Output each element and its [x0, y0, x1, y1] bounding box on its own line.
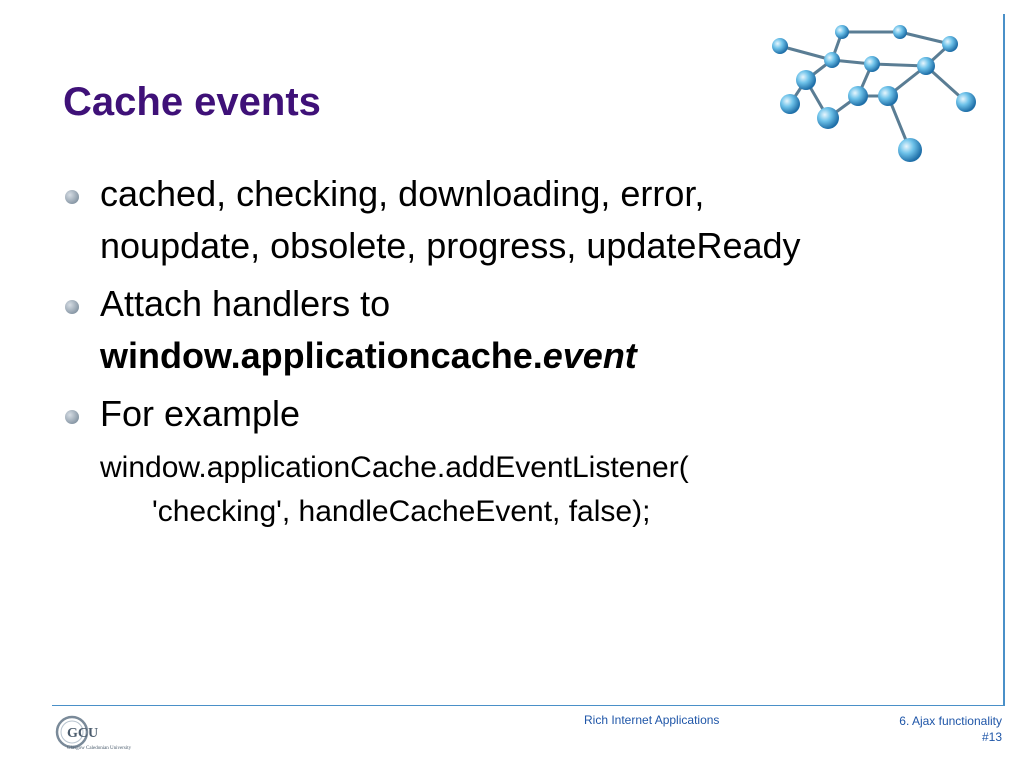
molecule-network-icon	[760, 14, 990, 174]
bullet-text-line: Attach handlers to	[100, 283, 391, 324]
code-reference-event: event	[542, 335, 637, 376]
bullet-dot-icon	[65, 300, 79, 314]
code-line: window.applicationCache.addEventListener(	[100, 451, 689, 484]
footer-divider-line	[52, 705, 1005, 706]
code-example	[62, 446, 942, 534]
logo-subtext: Glasgow Caledonian University	[67, 746, 132, 751]
bullet-item	[62, 168, 942, 272]
footer-section	[899, 713, 1002, 745]
footer-course: Rich Internet Applications	[584, 713, 720, 727]
logo-text: GCU	[67, 726, 99, 741]
code-reference-bold: window.applicationcache.	[100, 335, 543, 376]
bullet-dot-icon	[65, 190, 79, 204]
footer-section-title: 6. Ajax functionality	[899, 714, 1002, 728]
code-line: 'checking', handleCacheEvent, false);	[152, 495, 651, 528]
bullet-item	[62, 388, 942, 440]
bullet-text-line: For example	[100, 393, 301, 434]
bullet-code-reference	[100, 330, 942, 382]
slide-number: #13	[981, 730, 1002, 744]
right-accent-line	[1003, 14, 1005, 706]
bullet-text-line: cached, checking, downloading, error,	[100, 173, 705, 214]
slide-title: Cache events	[63, 80, 321, 124]
bullet-text-line: noupdate, obsolete, progress, updateReady	[100, 225, 801, 266]
bullet-dot-icon	[65, 410, 79, 424]
bullet-item	[62, 278, 942, 382]
gcu-logo	[54, 712, 132, 756]
slide-content	[62, 168, 942, 534]
